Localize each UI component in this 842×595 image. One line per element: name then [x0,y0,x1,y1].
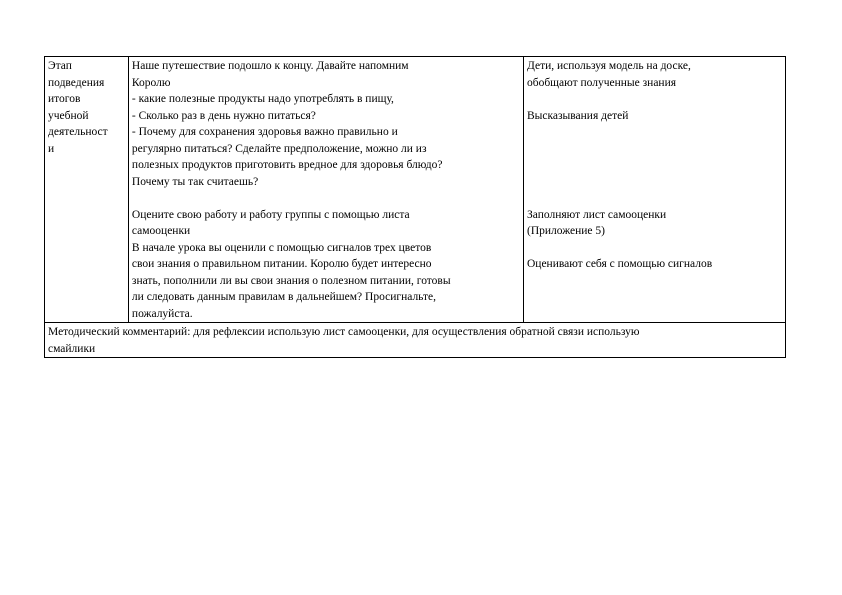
teacher-text-line: ли следовать данным правилам в дальнейшем? Просигнальте, [131,291,436,303]
spacer [527,190,782,207]
children-text-line: (Приложение 5) [526,225,605,237]
stage-line: итогов [48,93,81,105]
table-row [45,57,786,323]
stage-cell [45,57,129,323]
teacher-text-line: В начале урока вы оценили с помощью сигналов трех цветов [131,241,432,254]
spacer [527,174,782,191]
children-text-line: Заполняют лист самооценки [526,208,667,221]
teacher-text-line: - Почему для сохранения здоровья важно правильно и [131,126,398,138]
methodical-comment-cell [45,323,786,358]
stage-line: подведения [48,76,105,89]
children-text-line: Оценивают себя с помощью сигналов [526,258,713,270]
spacer [527,124,782,141]
spacer [527,157,782,174]
teacher-text-line: знать, пополнили ли вы свои знания о полезном питании, готовы [131,274,451,287]
stage-line: и [48,142,55,155]
teacher-text-line: - Сколько раз в день нужно питаться? [131,109,316,122]
stage-line: Этап [48,60,72,72]
teacher-activity-cell [128,57,523,323]
teacher-text-line: Почему ты так считаешь? [131,175,259,188]
spacer [527,91,782,108]
children-activity-cell [523,57,785,323]
spacer [132,190,520,207]
comment-text-line: смайлики [48,342,96,355]
teacher-text-line: регулярно питаться? Сделайте предположение, можно ли из [131,142,427,155]
teacher-text-line: свои знания о правильном питании. Королю будет интересно [131,258,432,270]
teacher-text-line: самооценки [131,225,191,237]
stage-line: учебной [48,109,89,122]
children-text-line: Высказывания детей [526,109,629,122]
table-row [45,323,786,358]
teacher-text-line: пожалуйста. [131,307,193,320]
spacer [527,141,782,158]
children-text-line: Дети, используя модель на доске, [526,60,691,72]
children-text-line: обобщают полученные знания [526,76,677,89]
lesson-plan-table [44,56,786,358]
teacher-text-line: - какие полезные продукты надо употреблять в пищу, [131,93,394,105]
spacer [527,240,782,257]
teacher-text-line: Оцените свою работу и работу группы с помощью листа [131,208,410,221]
comment-text-line: Методический комментарий: для рефлексии использую лист самооценки, для осуществления обратной связи использую [48,326,640,338]
teacher-text-line: Наше путешествие подошло к концу. Давайте напомним [131,60,409,72]
teacher-text-line: полезных продуктов приготовить вредное для здоровья блюдо? [131,159,443,171]
teacher-text-line: Королю [131,76,171,89]
stage-line: деятельност [48,126,108,138]
